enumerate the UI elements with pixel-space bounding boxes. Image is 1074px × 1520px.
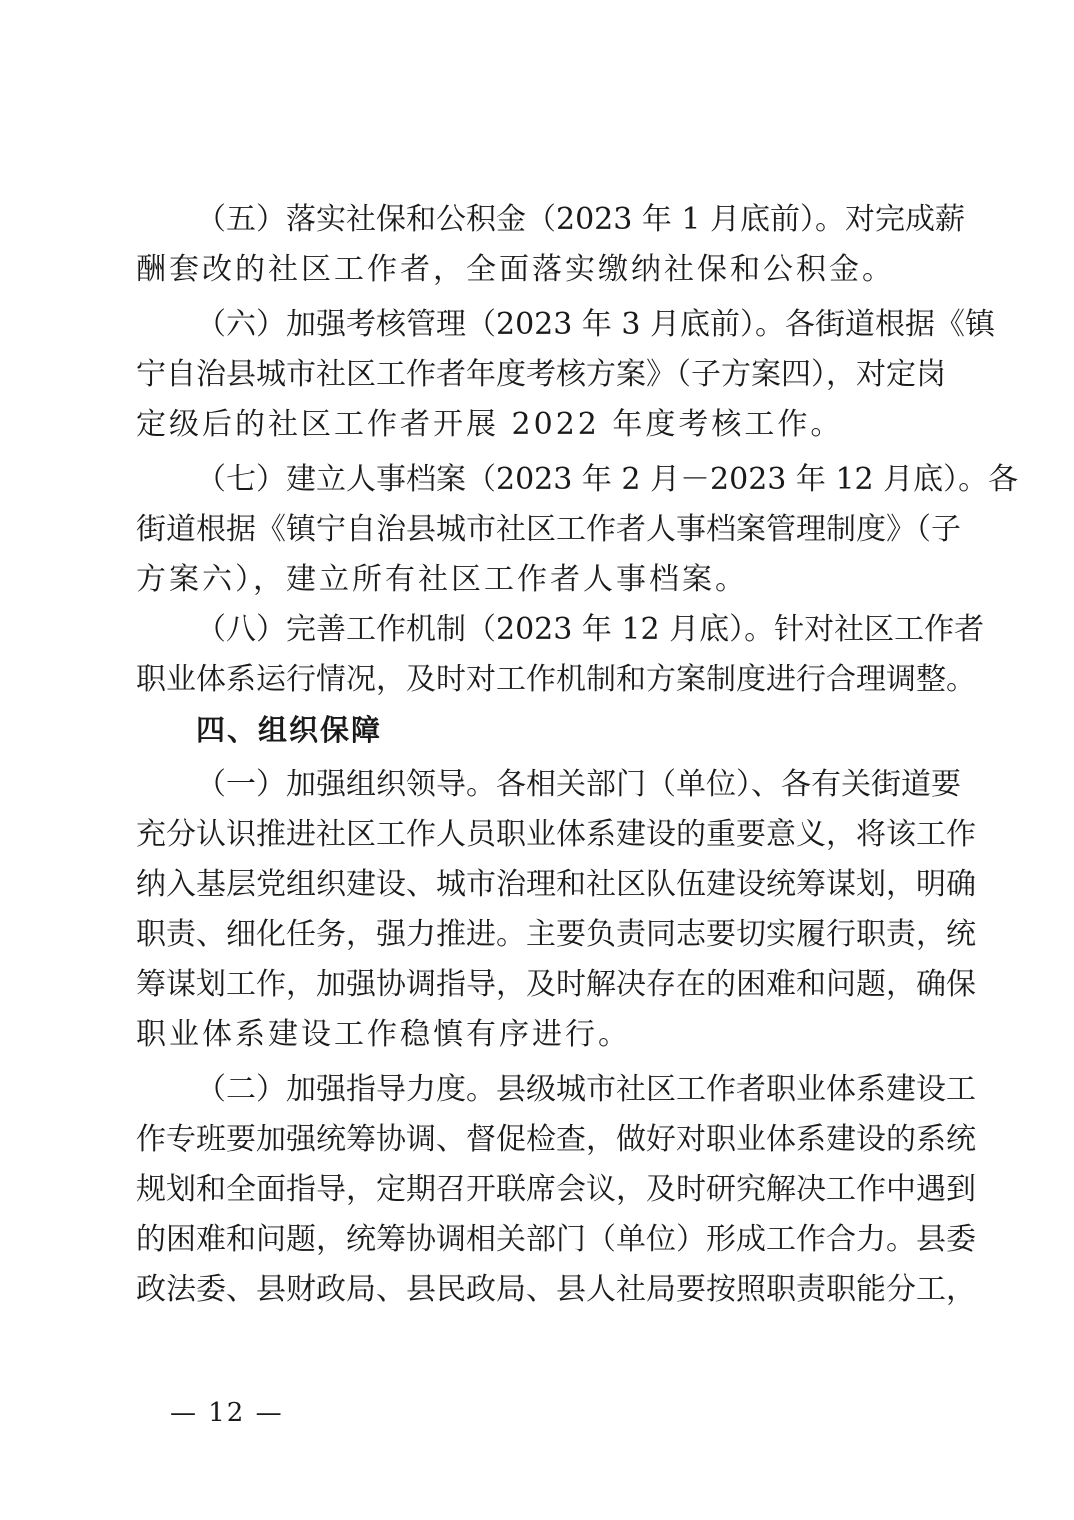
guarantee-2-line-5: 政法委、县财政局、县民政局、县人社局要按照职责职能分工，: [136, 1272, 976, 1307]
guarantee-2-line-3: 规划和全面指导，定期召开联席会议，及时研究解决工作中遇到: [136, 1172, 976, 1207]
paragraph-6-line-3: 定级后的社区工作者开展 2022 年度考核工作。: [136, 407, 844, 442]
paragraph-8-line-1: （八）完善工作机制（2023 年 12 月底）。针对社区工作者: [196, 612, 985, 647]
paragraph-6-line-1: （六）加强考核管理（2023 年 3 月底前）。各街道根据《镇: [196, 307, 996, 342]
guarantee-2-line-2: 作专班要加强统筹协调、督促检查，做好对职业体系建设的系统: [136, 1122, 976, 1157]
guarantee-1-line-4: 职责、细化任务，强力推进。主要负责同志要切实履行职责，统: [136, 917, 976, 952]
guarantee-1-line-6: 职业体系建设工作稳慎有序进行。: [136, 1017, 631, 1052]
paragraph-7-line-2: 街道根据《镇宁自治县城市社区工作者人事档案管理制度》（子: [136, 512, 961, 547]
paragraph-5-line-1: （五）落实社保和公积金（2023 年 1 月底前）。对完成薪: [196, 202, 966, 237]
guarantee-1-line-3: 纳入基层党组织建设、城市治理和社区队伍建设统筹谋划，明确: [136, 867, 976, 902]
paragraph-6-line-2: 宁自治县城市社区工作者年度考核方案》（子方案四），对定岗: [136, 357, 946, 392]
paragraph-7-line-1: （七）建立人事档案（2023 年 2 月－2023 年 12 月底）。各: [196, 462, 1019, 497]
guarantee-1-line-1: （一）加强组织领导。各相关部门（单位）、各有关街道要: [196, 767, 961, 802]
guarantee-2-line-4: 的困难和问题，统筹协调相关部门（单位）形成工作合力。县委: [136, 1222, 976, 1257]
guarantee-1-line-5: 筹谋划工作，加强协调指导，及时解决存在的困难和问题，确保: [136, 967, 976, 1002]
guarantee-2-line-1: （二）加强指导力度。县级城市社区工作者职业体系建设工: [196, 1072, 976, 1107]
paragraph-7-line-3: 方案六），建立所有社区工作者人事档案。: [136, 562, 748, 597]
paragraph-5-line-2: 酬套改的社区工作者，全面落实缴纳社保和公积金。: [136, 252, 895, 287]
guarantee-1-line-2: 充分认识推进社区工作人员职业体系建设的重要意义，将该工作: [136, 817, 976, 852]
page-number: — 12 —: [170, 1398, 284, 1428]
paragraph-8-line-2: 职业体系运行情况，及时对工作机制和方案制度进行合理调整。: [136, 662, 976, 697]
section-heading-organizational-guarantee: 四、组织保障: [196, 713, 383, 747]
